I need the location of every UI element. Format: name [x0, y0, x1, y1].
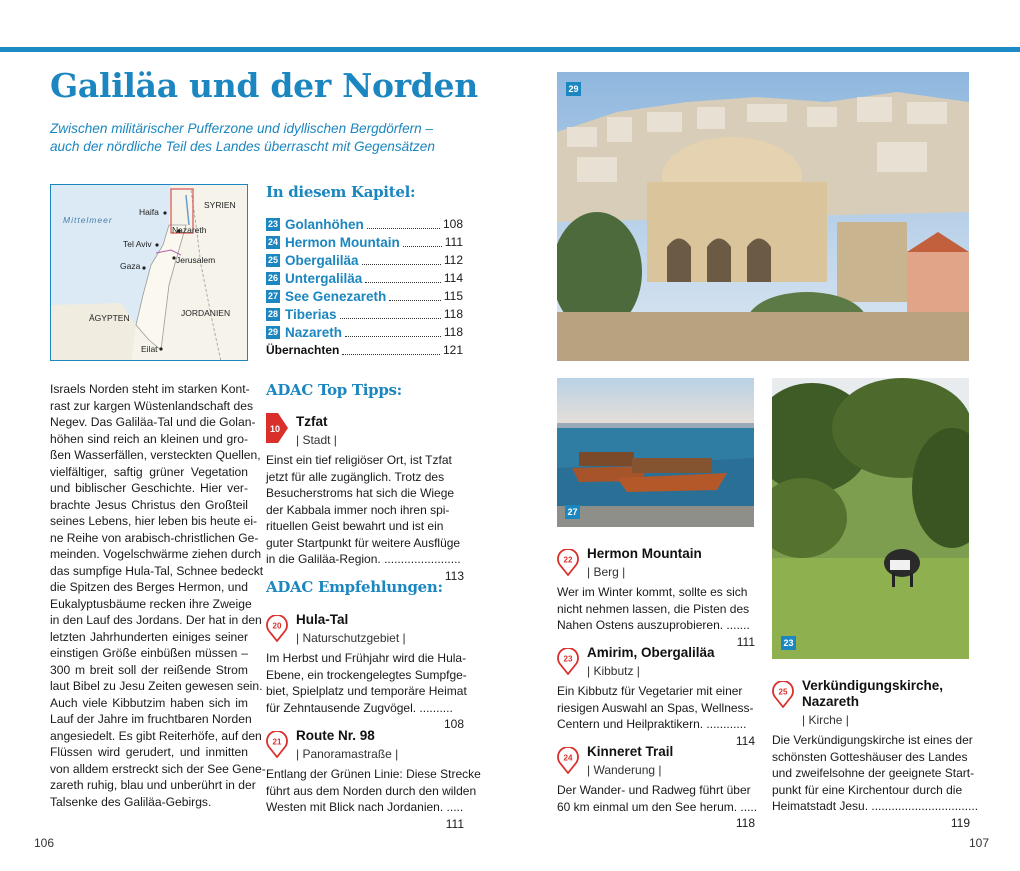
intro-text-line: Talsenke des Galiläa-Gebirgs.: [50, 794, 212, 809]
entry-text-line: Einst ein tief religiöser Ort, ist Tzfat: [266, 453, 452, 467]
entry-name: Tzfat: [296, 414, 328, 429]
entry-name: Kinneret Trail: [587, 744, 674, 759]
intro-text-line: meinden. Vogelschwärme ziehen durch: [50, 547, 262, 561]
toc-item-page: 118: [443, 307, 463, 321]
entry-page-ref[interactable]: 113: [444, 568, 464, 583]
leader-dots: [389, 300, 441, 301]
chapter-title: Galiläa und der Norden: [50, 66, 478, 105]
entry-name: Verkündigungskirche,: [802, 678, 944, 693]
intro-text-line: Israels Norden steht im starken Kont-: [50, 382, 250, 396]
entry-text: [266, 452, 464, 584]
entry-page-ref[interactable]: 111: [736, 634, 755, 649]
toc-item[interactable]: [266, 215, 463, 233]
toc-item-page: 111: [444, 235, 463, 249]
intro-text-line: in den Lauf des Jordans. Der hat in den: [50, 613, 262, 627]
entry-text: [772, 732, 979, 831]
toc-item[interactable]: [266, 341, 463, 359]
map-label-sea: Mittelmeer: [63, 215, 113, 225]
entry-text-line: jetzt für alle zugänglich. Trotz des: [266, 469, 445, 484]
toc-item-number: 24: [267, 236, 278, 247]
intro-text: [50, 381, 266, 810]
intro-text-line: zareth ruhig, blau und unberührt in der: [50, 778, 256, 792]
intro-text-line: von alldem erstreckt sich der See Gene-: [50, 761, 266, 776]
top-tip-arrow-icon: [266, 412, 288, 444]
toc-item-title: Tiberias: [285, 306, 337, 322]
toc-item-number: 23: [267, 218, 278, 229]
intro-text-line: laut Bibel zu Jesu Zeiten gewesen sein.: [50, 679, 263, 693]
pin-number: 24: [563, 753, 573, 763]
entry-text-line: nicht nehmen lassen, die Pisten des: [557, 601, 750, 616]
entry-text-line: der Kabbala immer noch ihren spi-: [266, 502, 450, 517]
pin-number: 25: [778, 687, 788, 697]
map-pin-icon: [266, 615, 288, 642]
entry-text: [557, 584, 755, 650]
map-label-syria: SYRIEN: [204, 200, 236, 210]
toc-item-title: Obergaliläa: [285, 252, 359, 268]
entry-name: Hermon Mountain: [587, 546, 702, 561]
toc-item-title: Nazareth: [285, 324, 343, 340]
entry-text-line: und zweifelsohne der geeignete Start-: [772, 766, 975, 780]
entry-text-line: Westen mit Blick nach Jordanien. ..... 111: [266, 800, 464, 831]
entry-text-line: rituellen Geist bewahrt und ist ein: [266, 519, 444, 533]
toc-item-title: Übernachten: [266, 343, 340, 357]
chapter-toc: [266, 215, 463, 359]
page-number-right: 107: [969, 836, 990, 850]
map-label-jerusalem: Jerusalem: [176, 255, 216, 265]
leader-dots: [342, 354, 440, 355]
page-number-left: 106: [34, 836, 55, 850]
intro-text-line: die Spitzen des Berges Hermon, und: [50, 580, 248, 594]
entry-text-line: Centern und Heilpraktikern. ............ 114: [557, 717, 755, 748]
entry-category: | Wanderung |: [587, 763, 662, 777]
toc-item-page: 108: [442, 217, 463, 231]
entry-name: Route Nr. 98: [296, 728, 375, 743]
toc-item-title: See Genezareth: [285, 288, 387, 304]
entry-name: Nazareth: [802, 694, 860, 709]
pin-number: 23: [563, 654, 573, 664]
boats-photo: [557, 378, 754, 527]
map-pin-icon: [557, 549, 579, 576]
entry-text-line: Die Verkündigungskirche ist eines der: [772, 733, 973, 747]
toc-item-number: 25: [267, 254, 278, 265]
map-pin-icon: [557, 648, 579, 675]
entry-text-line: Im Herbst und Frühjahr wird die Hula-: [266, 651, 467, 665]
photo-number-badge: 29: [566, 82, 581, 96]
map-pin-icon: [557, 747, 579, 774]
toc-item-title: Untergaliläa: [285, 270, 363, 286]
intro-text-line: 300 m breit soll der reißende Strom: [50, 662, 248, 677]
entry-text: [266, 766, 481, 832]
leader-dots: [345, 336, 441, 337]
entry-text-line: Ebene, ein trockengelegtes Sumpfge-: [266, 667, 467, 682]
toc-item[interactable]: [266, 233, 463, 251]
leader-dots: [403, 246, 442, 247]
map-label-egypt: ÄGYPTEN: [89, 313, 130, 323]
entry-text-line: Ein Kibbutz für Vegetarier mit einer: [557, 684, 743, 698]
toc-item-page: 115: [443, 289, 463, 303]
leader-dots: [365, 282, 441, 283]
intro-text-line: höhen sind reich an kleinen und gro-: [50, 431, 248, 446]
map-label-gaza: Gaza: [120, 261, 141, 271]
entry-page-ref[interactable]: 111: [445, 816, 464, 831]
entry-text: [266, 650, 467, 733]
intro-text-line: rast zur kargen Wüstenlandschaft des: [50, 398, 254, 413]
toc-item[interactable]: [266, 287, 463, 305]
intro-text-line: und biblischer Geschichte. Hier ver-: [50, 481, 248, 495]
toc-item-number: 26: [267, 272, 278, 283]
entry-page-ref[interactable]: 108: [443, 717, 464, 731]
map-label-nazareth: Nazareth: [172, 225, 207, 235]
entry-text-line: in die Galiläa-Region. ....................... 113: [266, 552, 464, 583]
entry-text-line: für Zehntausende Zugvögel. .......... 108: [266, 700, 464, 731]
entry-page-ref[interactable]: 118: [735, 816, 755, 830]
intro-text-line: Lauf der Jahre im fruchtbaren Norden: [50, 712, 252, 726]
entry-text-line: punkt für eine Kirchentour durch die: [772, 782, 963, 797]
map-pin-icon: [772, 681, 794, 708]
entry-text: [557, 782, 758, 832]
chapter-subtitle: [50, 120, 450, 156]
toc-item[interactable]: [266, 305, 463, 323]
entry-text: [557, 683, 755, 749]
subtitle-line: Zwischen militärischer Pufferzone und idyllischen Bergdörfern –: [50, 121, 434, 136]
leader-dots: [340, 318, 441, 319]
intro-text-line: Eukalyptusbäume recken ihre Zweige: [50, 596, 252, 611]
entry-category: | Panoramastraße |: [296, 747, 399, 761]
entry-text-line: riesigen Auswahl an Spas, Wellness-: [557, 700, 754, 715]
entry-text-line: Nahen Ostens auszuprobieren. ....... 111: [557, 618, 755, 649]
toc-item[interactable]: [266, 251, 463, 269]
intro-text-line: letzten Jahrhunderten einiges seiner: [50, 629, 248, 644]
entry-text-line: führt aus dem Norden durch den wilden: [266, 783, 477, 798]
toc-item-page: 112: [443, 253, 463, 267]
pin-number: 22: [563, 555, 573, 565]
intro-text-line: vielfältiger, saftig grüner Vegetation: [50, 464, 248, 479]
toc-item-title: Golanhöhen: [285, 216, 364, 232]
top-tip-number: 10: [269, 424, 281, 434]
intro-text-line: Negev. Das Galiläa-Tal und die Golan-: [50, 415, 256, 429]
intro-text-line: angesiedelt. Es gibt Reiterhöfe, auf den: [50, 728, 262, 743]
top-rule: [0, 47, 1020, 52]
map-label-jordan: JORDANIEN: [181, 308, 231, 318]
entry-category: | Kibbutz |: [587, 664, 640, 678]
toc-item[interactable]: [266, 323, 463, 341]
entry-page-ref[interactable]: 119: [950, 815, 970, 830]
intro-text-line: einstigen Größe einbüßen müssen –: [50, 646, 248, 660]
subtitle-line: auch der nördliche Teil des Landes überrascht mit Gegensätzen: [50, 139, 435, 154]
toc-item-page: 114: [443, 271, 463, 285]
photo-number-badge: 23: [781, 636, 796, 650]
pin-number: 21: [272, 737, 282, 747]
entry-text-line: Entlang der Grünen Linie: Diese Strecke: [266, 767, 481, 781]
intro-text-line: seines Lebens, hier leben bis heute ei-: [50, 514, 258, 528]
map-pin-icon: [266, 731, 288, 758]
entry-page-ref[interactable]: 114: [735, 733, 755, 748]
entry-text-line: Der Wander- und Radweg führt über: [557, 783, 751, 797]
toc-item-page: 118: [443, 325, 463, 339]
meadow-photo: [772, 378, 969, 659]
intro-text-line: ne Reihe von arabisch-christlichen Ge-: [50, 530, 259, 545]
entry-text-line: guter Startpunkt für weitere Ausflüge: [266, 535, 461, 550]
map-label-telaviv: Tel Aviv: [123, 239, 152, 249]
pin-number: 20: [272, 621, 282, 631]
entry-name: Hula-Tal: [296, 612, 349, 627]
entry-text-line: 60 km einmal um den See herum. ..... 118: [557, 799, 758, 830]
toc-item-title: Hermon Mountain: [285, 234, 400, 250]
map-label-eilat: Eilat: [141, 344, 158, 354]
entry-text-line: Wer im Winter kommt, sollte es sich: [557, 585, 748, 599]
intro-text-line: ßen Wasserfällen, versteckten Quellen,: [50, 448, 261, 462]
entry-category: | Naturschutzgebiet |: [296, 631, 406, 645]
toc-item-number: 27: [267, 290, 278, 301]
entry-name: Amirim, Obergaliläa: [587, 645, 715, 660]
toc-item[interactable]: [266, 269, 463, 287]
entry-text-line: Heimatstadt Jesu. ................................ 119: [772, 799, 979, 830]
intro-text-line: Auch viele Kibbutzim haben sich im: [50, 695, 248, 710]
toc-item-number: 29: [267, 326, 278, 337]
photo-number-badge: 27: [565, 505, 580, 519]
nazareth-photo: [557, 72, 969, 361]
intro-text-line: brachte Jesus Christus den Großteil: [50, 497, 248, 512]
leader-dots: [362, 264, 441, 265]
map-label-haifa: Haifa: [139, 207, 159, 217]
entry-text-line: schönsten Gotteshäuser des Landes: [772, 749, 968, 764]
recommendations-heading: ADAC Empfehlungen:: [266, 578, 443, 596]
entry-category: | Berg |: [587, 565, 626, 579]
leader-dots: [367, 228, 440, 229]
entry-category: | Kirche |: [802, 713, 849, 727]
intro-text-line: Flüssen wird gerudert, und inmitten: [50, 745, 248, 759]
top-tips-heading: ADAC Top Tipps:: [266, 381, 402, 399]
region-map: [50, 184, 248, 361]
entry-category: | Stadt |: [296, 433, 337, 447]
intro-text-line: das sumpfige Hula-Tal, Schnee bedeckt: [50, 563, 264, 578]
entry-text-line: biet, Spielplatz und temporäre Heimat: [266, 684, 467, 698]
entry-text-line: Besucherstroms hat sich die Wiege: [266, 486, 455, 500]
toc-item-page: 121: [442, 343, 463, 357]
toc-item-number: 28: [267, 308, 278, 319]
toc-heading: In diesem Kapitel:: [266, 183, 416, 201]
